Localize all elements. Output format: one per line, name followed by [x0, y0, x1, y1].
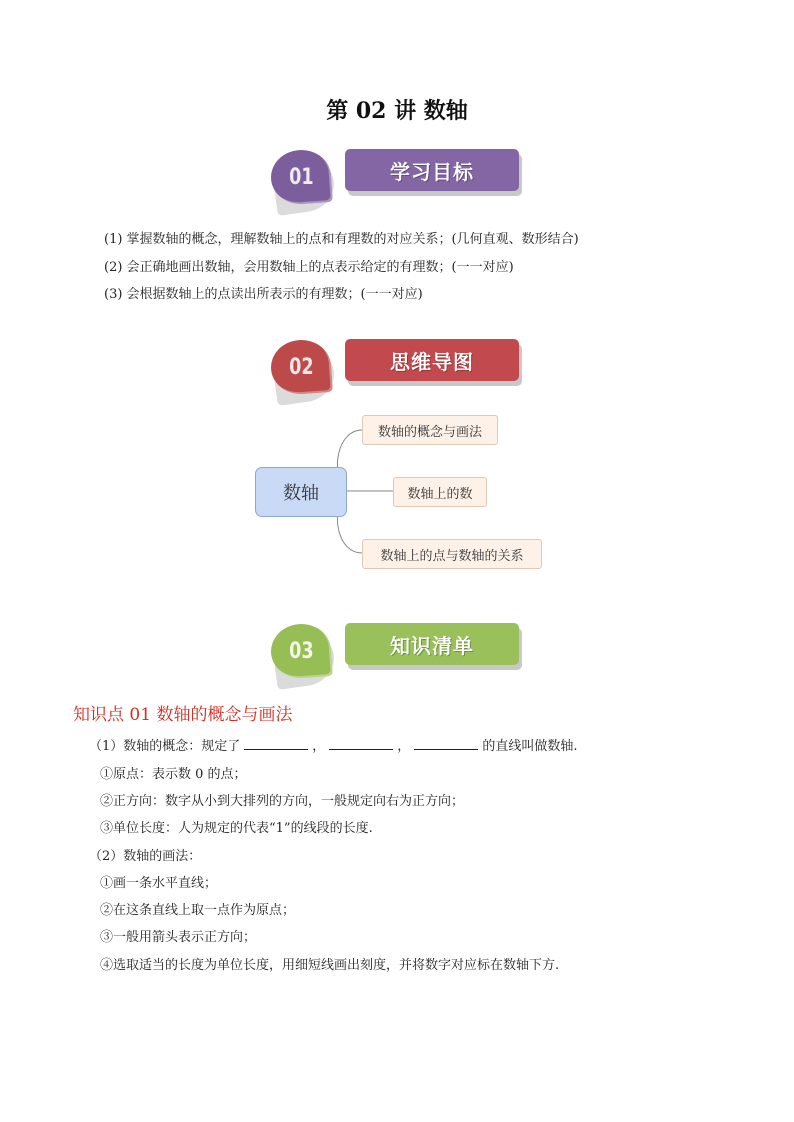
- drawing-step: ②在这条直线上取一点作为原点；: [100, 903, 296, 918]
- knowledge-point-title: 知识点 01 数轴的概念与画法: [73, 705, 293, 725]
- section-label: 知识清单: [345, 623, 519, 665]
- definition-item: ②正方向：数字从小到大排列的方向，一般规定向右为正方向；: [100, 794, 465, 809]
- goal-item: (3) 会根据数轴上的点读出所表示的有理数；(一一对应): [104, 287, 423, 302]
- goal-item: (1) 掌握数轴的概念，理解数轴上的点和有理数的对应关系；(几何直观、数形结合): [104, 232, 579, 247]
- definition-item: ①原点：表示数 0 的点；: [100, 767, 247, 782]
- fill-blank[interactable]: [329, 737, 393, 750]
- drawing-step: ①画一条水平直线；: [100, 876, 218, 891]
- section-label: 思维导图: [345, 339, 519, 381]
- page-title: 第 02 讲 数轴: [326, 98, 468, 124]
- section-label: 学习目标: [345, 149, 519, 191]
- drawing-step: ④选取适当的长度为单位长度，用细短线画出刻度，并将数字对应标在数轴下方.: [100, 958, 560, 973]
- section-number-badge: 03: [269, 622, 333, 680]
- mindmap-node: 数轴上的数: [393, 477, 487, 507]
- definition-suffix: 的直线叫做数轴.: [482, 739, 578, 754]
- mindmap-center-node: 数轴: [255, 467, 347, 517]
- mindmap-node: 数轴上的点与数轴的关系: [362, 539, 542, 569]
- definition-line: [89, 735, 577, 754]
- fill-blank[interactable]: [244, 737, 308, 750]
- drawing-step: ③一般用箭头表示正方向；: [100, 930, 257, 945]
- drawing-method-title: （2）数轴的画法：: [89, 849, 202, 864]
- definition-item: ③单位长度：人为规定的代表“1”的线段的长度.: [100, 821, 373, 836]
- definition-prefix: （1）数轴的概念：规定了: [89, 739, 241, 754]
- section-header-knowledge: [270, 622, 530, 682]
- mindmap-node: 数轴的概念与画法: [362, 415, 498, 445]
- fill-blank[interactable]: [414, 737, 478, 750]
- separator: ，: [312, 739, 326, 754]
- section-number-badge: 02: [269, 338, 333, 396]
- separator: ，: [397, 739, 411, 754]
- goal-item: (2) 会正确地画出数轴，会用数轴上的点表示给定的有理数；(一一对应): [104, 260, 514, 275]
- section-number-badge: 01: [269, 148, 333, 206]
